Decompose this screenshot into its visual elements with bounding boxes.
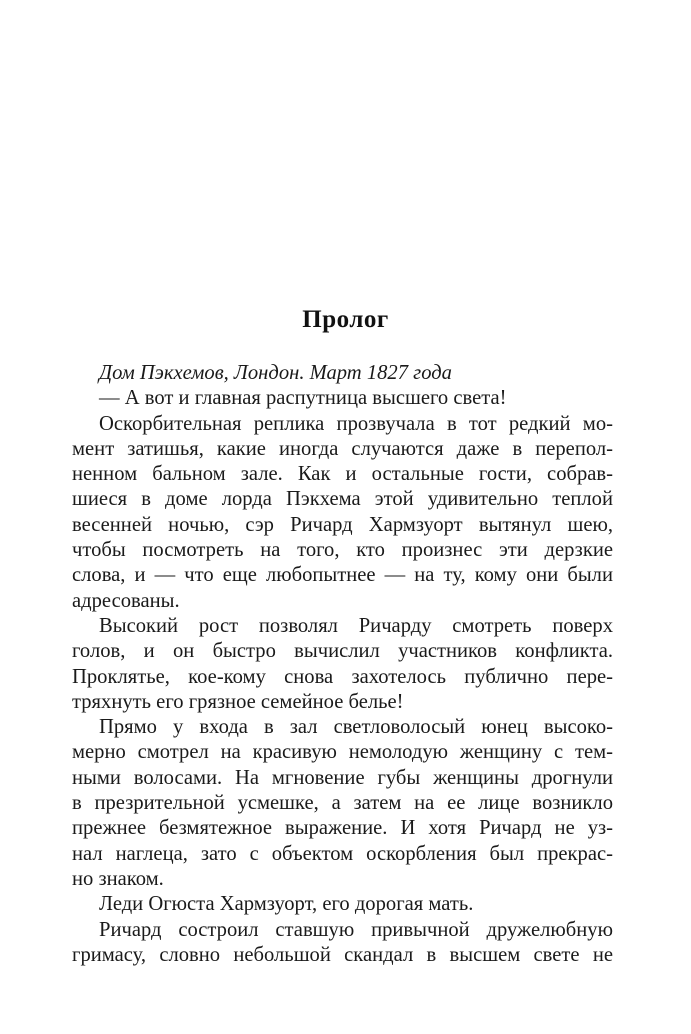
text-line: Высокий рост позволял Ричарду смотреть поверх (99, 614, 613, 637)
text-line: шиеся в доме лорда Пэкхема этой удивительно теплой (72, 488, 613, 511)
text-line: мерно смотрел на красивую немолодую женщину с тем- (72, 741, 613, 764)
text-line: голов, и он быстро вычислил участников конфликта. (72, 640, 613, 663)
text-line: прежнее безмятежное выражение. И хотя Ричард не уз- (72, 817, 613, 840)
text-line: чтобы посмотреть на того, кто произнес эти дерзкие (72, 539, 613, 562)
text-line: весенней ночью, сэр Ричард Хармзуорт вытянул шею, (72, 513, 613, 536)
text-line: Леди Огюста Хармзуорт, его дорогая мать. (99, 893, 474, 916)
text-line: адресованы. (72, 589, 180, 612)
text-line: ными волосами. На мгновение губы женщины дрогнули (72, 766, 613, 789)
text-line: нал наглеца, зато с объектом оскорбления был прекрас- (72, 842, 613, 865)
text-line: но знаком. (72, 867, 164, 890)
text-line: — А вот и главная распутница высшего света! (99, 387, 507, 410)
text-line: ненном бальном зале. Как и остальные гости, собрав- (72, 463, 613, 486)
text-line: мент затишья, какие иногда случаются даже в перепол- (72, 437, 613, 460)
text-line: Оскорбительная реплика прозвучала в тот редкий мо- (99, 412, 613, 435)
text-line: гримасу, словно небольшой скандал в высшем свете не (72, 943, 613, 966)
text-line: тряхнуть его грязное семейное белье! (72, 690, 404, 713)
text-line: Проклятье, кое-кому снова захотелось публично пере- (72, 665, 613, 688)
text-line: слова, и — что еще любопытнее — на ту, кому они были (72, 564, 613, 587)
text-line: Ричард состроил ставшую привычной дружелюбную (99, 918, 613, 941)
text-line: в презрительной усмешке, а затем на ее лице возникло (72, 792, 613, 815)
chapter-title: Пролог (302, 306, 389, 333)
chapter-subtitle: Дом Пэкхемов, Лондон. Март 1827 года (99, 362, 452, 384)
text-line: Прямо у входа в зал светловолосый юнец высоко- (99, 716, 613, 739)
chapter-body (72, 361, 613, 968)
